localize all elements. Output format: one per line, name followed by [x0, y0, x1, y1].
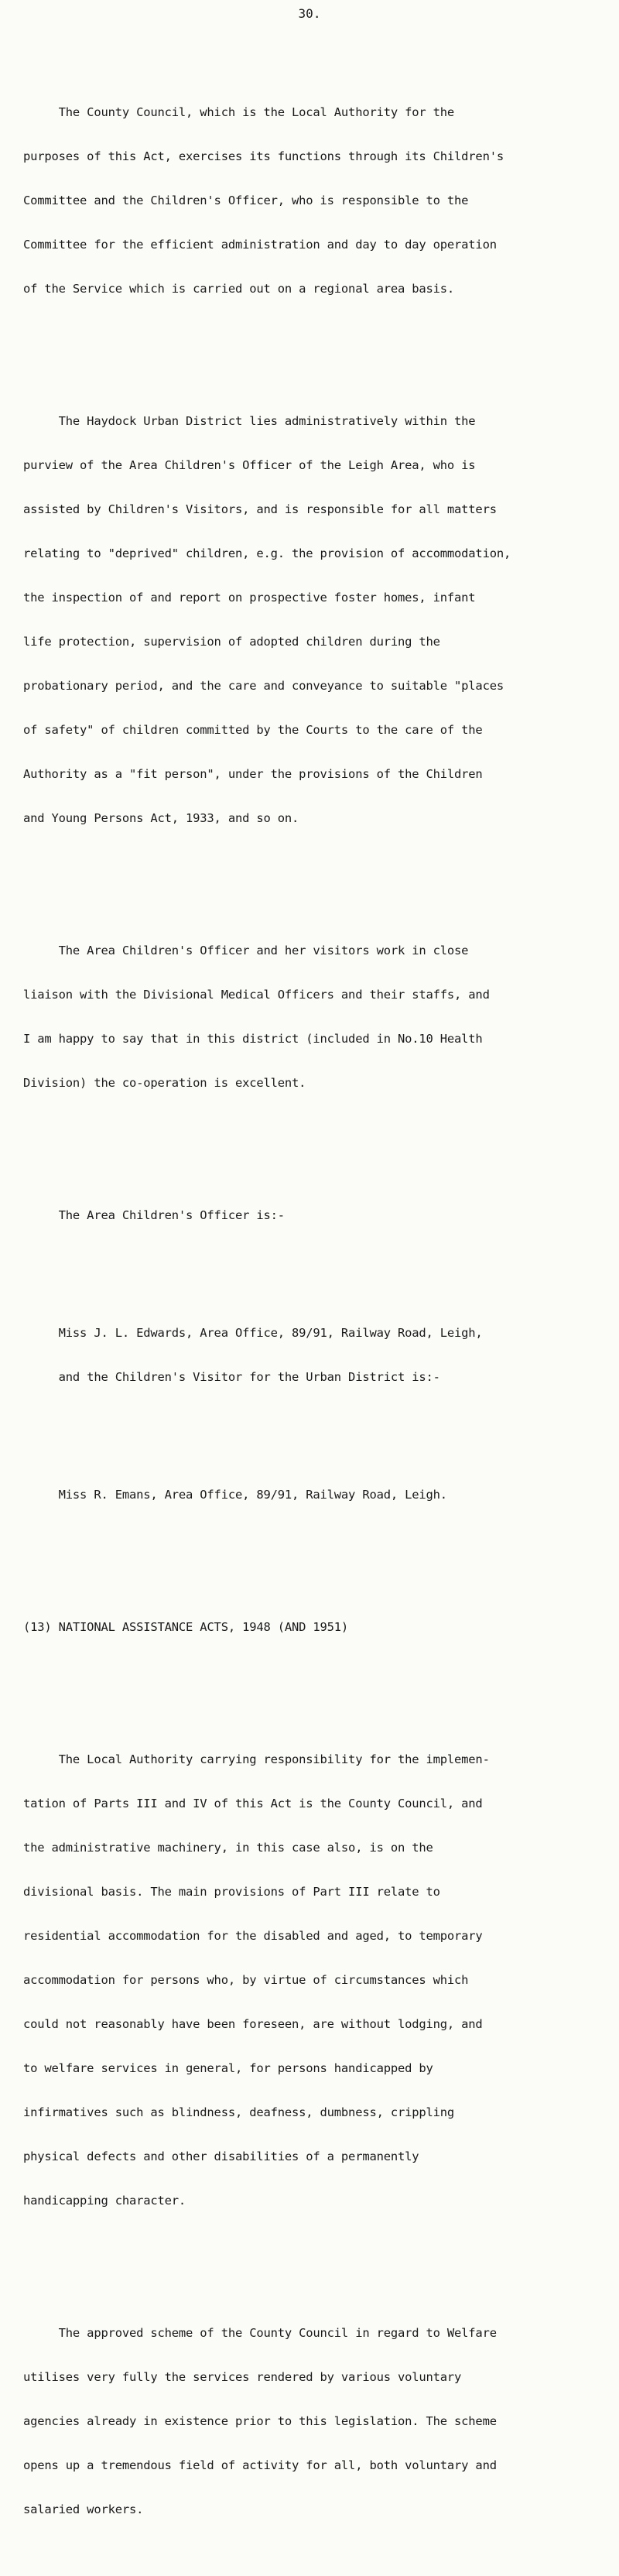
paragraph	[23, 2297, 611, 2547]
paragraph	[23, 385, 611, 855]
officer-address	[23, 1297, 611, 1414]
paragraph	[23, 1179, 611, 1252]
text-line: tation of Parts III and IV of this Act is the County Council, and	[23, 1797, 483, 1810]
text-line: purposes of this Act, exercises its functions through its Children's	[23, 149, 504, 163]
text-line: I am happy to say that in this district (included in No.10 Health	[23, 1032, 483, 1046]
text-line: the inspection of and report on prospective foster homes, infant	[23, 591, 476, 605]
text-line: the administrative machinery, in this case also, is on the	[23, 1841, 433, 1855]
text-line: The Haydock Urban District lies administratively within the	[23, 414, 476, 428]
text-line: agencies already in existence prior to this legislation. The scheme	[23, 2414, 497, 2428]
text-line: salaried workers.	[23, 2502, 144, 2516]
text-line: Committee for the efficient administration and day to day operation	[23, 238, 497, 252]
text-line: Miss J. L. Edwards, Area Office, 89/91, Railway Road, Leigh,	[23, 1326, 483, 1340]
section-heading: (13) NATIONAL ASSISTANCE ACTS, 1948 (AND 1951)	[23, 1620, 349, 1634]
text-line: to welfare services in general, for persons handicapped by	[23, 2061, 433, 2075]
text-line: physical defects and other disabilities of a permanently	[23, 2150, 419, 2163]
text-line: of safety" of children committed by the Courts to the care of the	[23, 723, 483, 737]
text-line: residential accommodation for the disabled and aged, to temporary	[23, 1929, 483, 1943]
text-line: Division) the co-operation is excellent.	[23, 1076, 306, 1090]
text-line: The Area Children's Officer and her visitors work in close	[23, 944, 469, 957]
text-line: Authority as a "fit person", under the provisions of the Children	[23, 767, 483, 781]
text-line: handicapping character.	[23, 2194, 186, 2208]
paragraph	[23, 1723, 611, 2238]
text-line: infirmatives such as blindness, deafness, dumbness, crippling	[23, 2105, 455, 2119]
text-line: The Area Children's Officer is:-	[23, 1208, 285, 1222]
text-line: assisted by Children's Visitors, and is responsible for all matters	[23, 502, 497, 516]
visitor-address	[23, 1458, 611, 1532]
text-line: opens up a tremendous field of activity for all, both voluntary and	[23, 2458, 497, 2472]
text-line: Committee and the Children's Officer, who is responsible to the	[23, 194, 469, 207]
paragraph	[23, 914, 611, 1120]
text-line: relating to "deprived" children, e.g. the provision of accommodation,	[23, 546, 511, 560]
text-line: The approved scheme of the County Council in regard to Welfare	[23, 2326, 497, 2340]
text-line: life protection, supervision of adopted children during the	[23, 635, 440, 649]
text-line: divisional basis. The main provisions of Part III relate to	[23, 1885, 440, 1899]
paragraph	[23, 76, 611, 326]
text-line: The County Council, which is the Local Authority for the	[23, 105, 455, 119]
page-number: 30.	[298, 6, 321, 21]
text-line: could not reasonably have been foreseen, are without lodging, and	[23, 2017, 483, 2031]
text-line: and the Children's Visitor for the Urban District is:-	[23, 1370, 440, 1384]
text-line: accommodation for persons who, by virtue of circumstances which	[23, 1973, 469, 1987]
text-line: and Young Persons Act, 1933, and so on.	[23, 811, 299, 825]
text-line: of the Service which is carried out on a regional area basis.	[23, 282, 455, 296]
text-line: probationary period, and the care and conveyance to suitable "places	[23, 679, 504, 693]
text-line: purview of the Area Children's Officer of the Leigh Area, who is	[23, 458, 476, 472]
text-line: utilises very fully the services rendered by various voluntary	[23, 2370, 462, 2384]
text-line: liaison with the Divisional Medical Officers and their staffs, and	[23, 988, 490, 1002]
text-line: The Local Authority carrying responsibility for the implemen-	[23, 1752, 490, 1766]
document-body	[23, 32, 611, 2576]
text-line: Miss R. Emans, Area Office, 89/91, Railway Road, Leigh.	[23, 1488, 447, 1502]
